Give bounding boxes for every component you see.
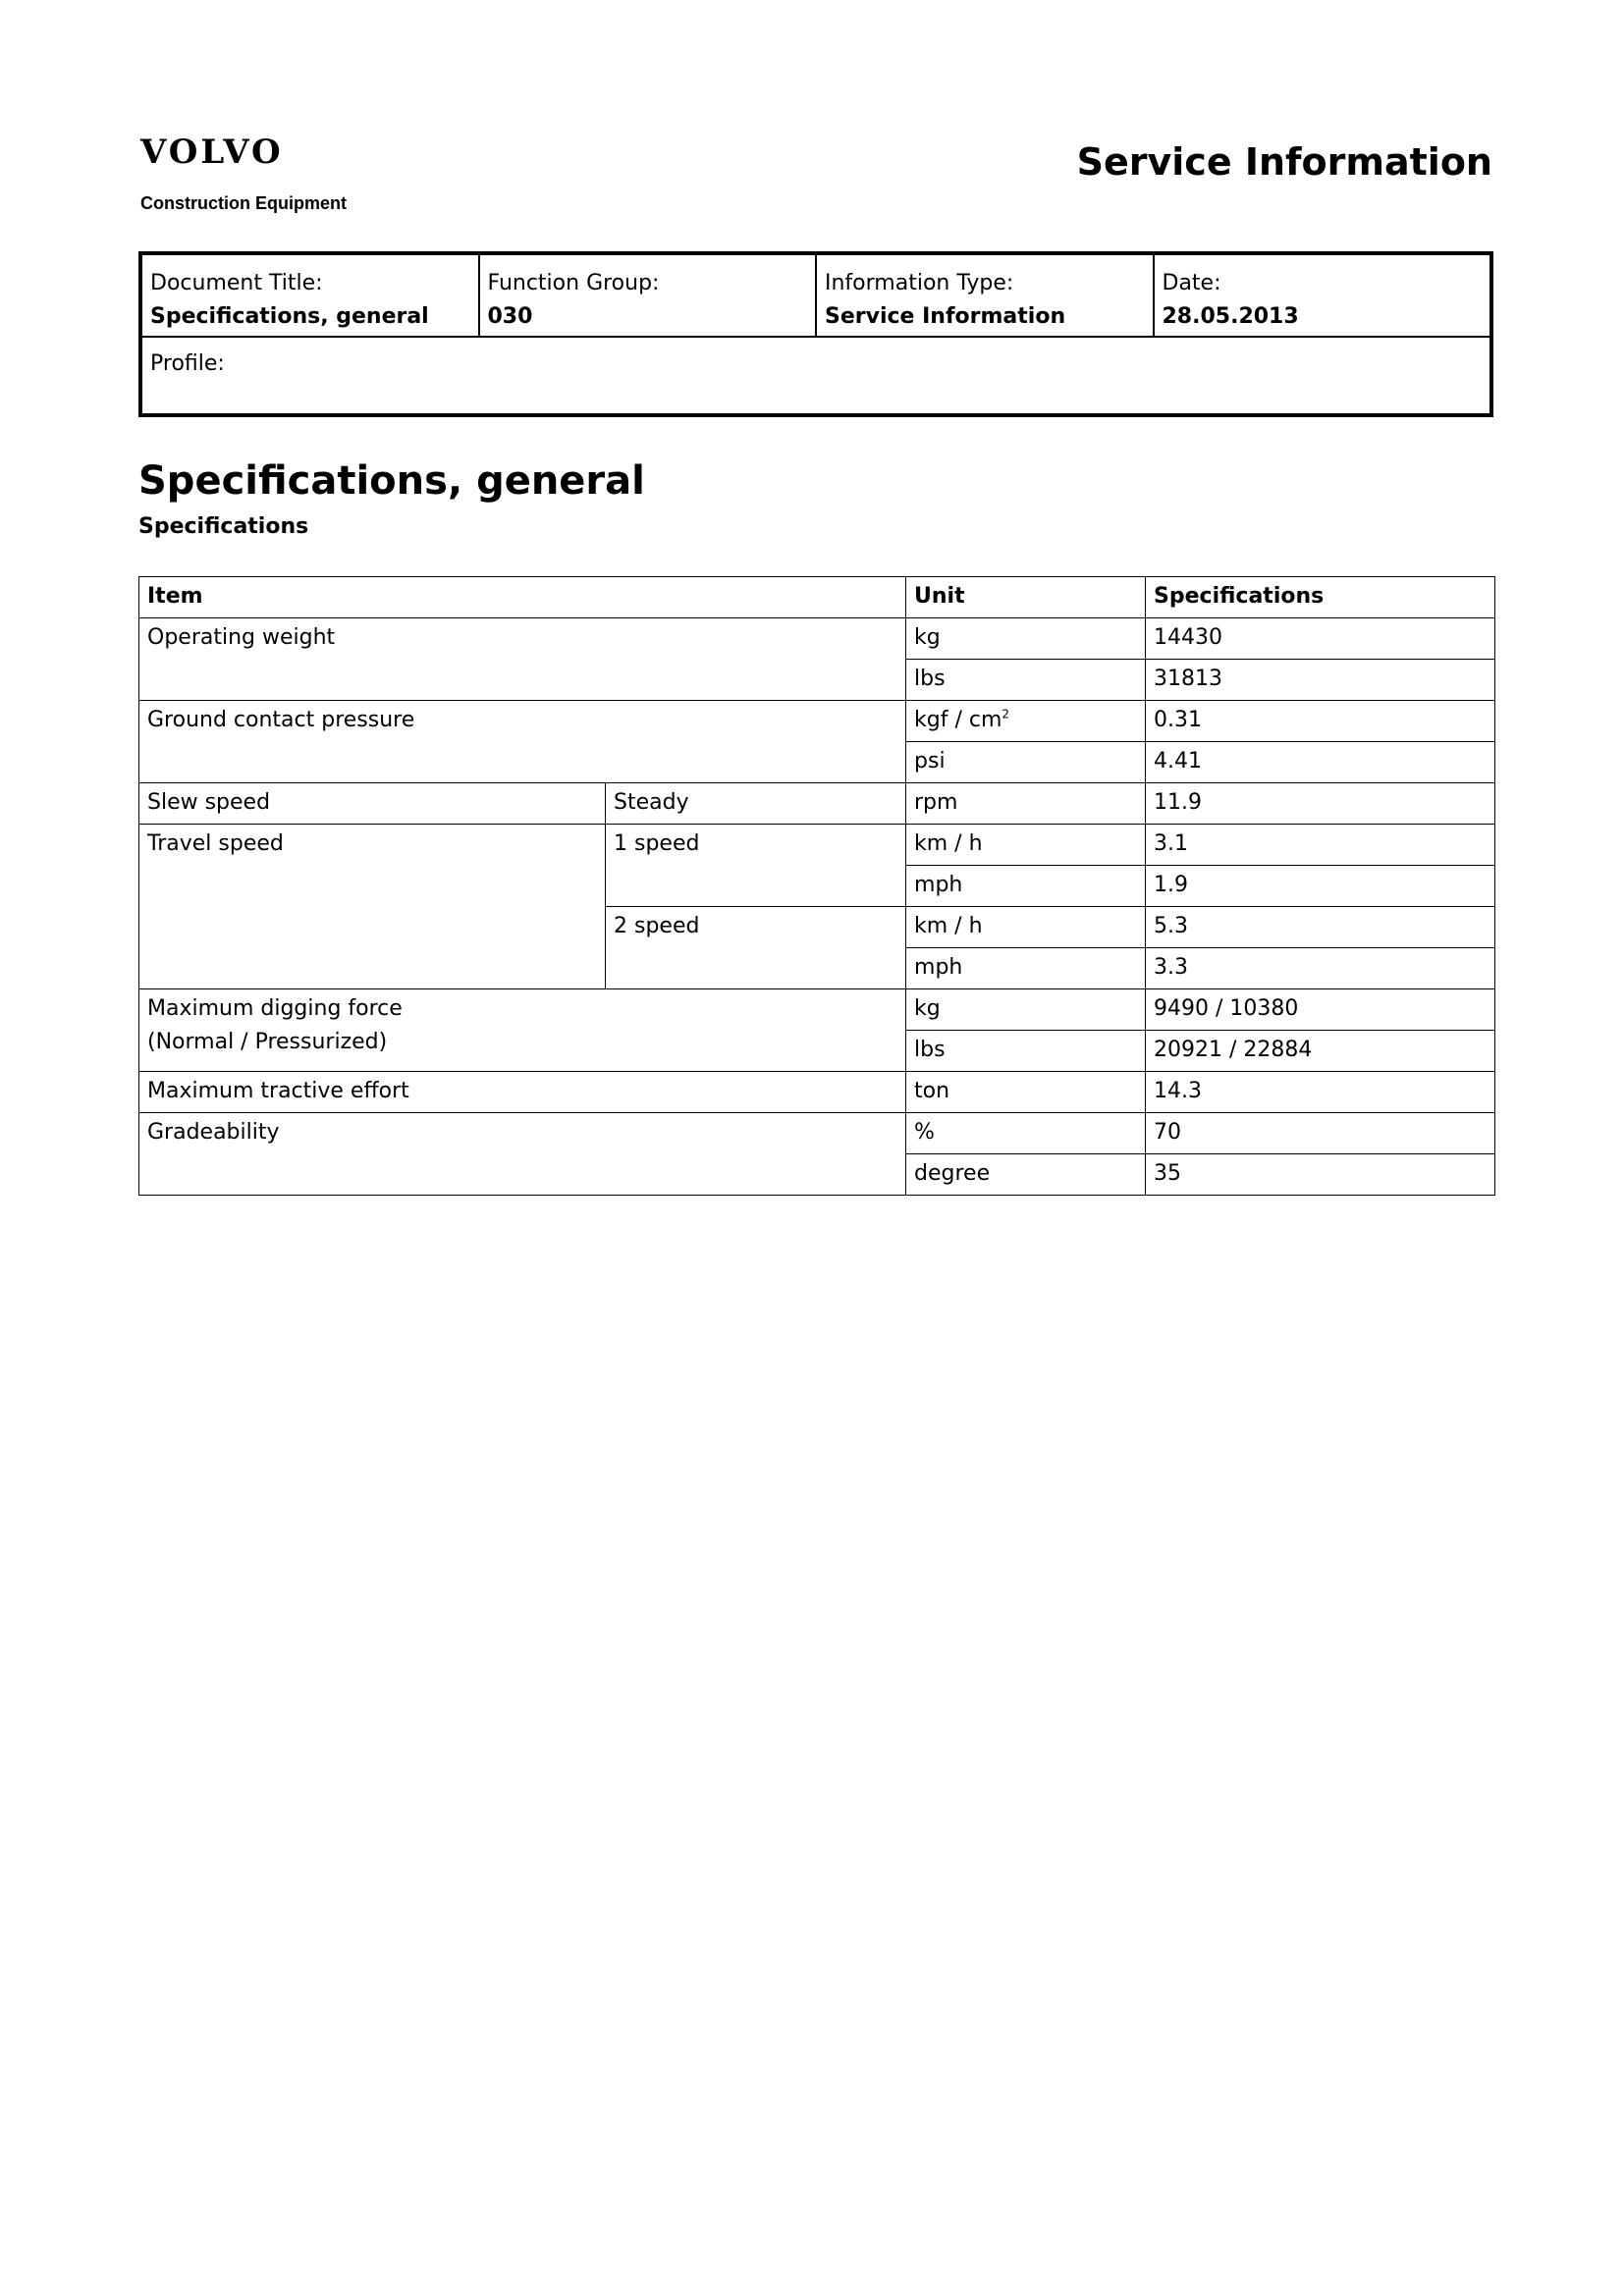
- document-title-cell: [142, 255, 480, 336]
- document-meta-row: [142, 255, 1489, 338]
- document-info-box: [138, 251, 1493, 417]
- value-cell: 4.41: [1146, 742, 1495, 783]
- value-cell: 0.31: [1146, 701, 1495, 742]
- value-cell: 70: [1146, 1113, 1495, 1154]
- header-unit: Unit: [906, 577, 1146, 618]
- unit-cell: kg: [906, 989, 1146, 1031]
- value-cell: 20921 / 22884: [1146, 1031, 1495, 1072]
- date-label: Date:: [1162, 271, 1221, 295]
- profile-label: Profile:: [150, 351, 225, 376]
- value-cell: 31813: [1146, 660, 1495, 701]
- table-row: [139, 701, 1495, 742]
- unit-cell: kg: [906, 618, 1146, 660]
- slew-speed-label: Slew speed: [139, 783, 606, 825]
- unit-cell: mph: [906, 866, 1146, 907]
- unit-cell: %: [906, 1113, 1146, 1154]
- unit-cell: rpm: [906, 783, 1146, 825]
- unit-cell: ton: [906, 1072, 1146, 1113]
- header-item: Item: [139, 577, 906, 618]
- value-cell: 11.9: [1146, 783, 1495, 825]
- digging-force-label: [139, 989, 906, 1072]
- digging-force-label-line1: Maximum digging force: [147, 996, 403, 1021]
- travel-speed-1-label: 1 speed: [606, 825, 906, 907]
- travel-speed-2-label: 2 speed: [606, 907, 906, 989]
- digging-force-label-line2: (Normal / Pressurized): [147, 1030, 388, 1054]
- value-cell: 3.1: [1146, 825, 1495, 866]
- unit-text: kgf / cm: [914, 708, 1002, 732]
- ground-pressure-label: Ground contact pressure: [139, 701, 906, 783]
- value-cell: 14.3: [1146, 1072, 1495, 1113]
- value-cell: 1.9: [1146, 866, 1495, 907]
- unit-cell: km / h: [906, 907, 1146, 948]
- profile-row: [142, 338, 1489, 391]
- sub-heading: Specifications: [138, 514, 309, 539]
- brand-logo: VOLVO: [140, 133, 284, 172]
- page-header-title: Service Information: [1076, 140, 1492, 184]
- function-group-label: Function Group:: [487, 271, 660, 295]
- brand-subtitle: Construction Equipment: [140, 193, 347, 213]
- header-specifications: Specifications: [1146, 577, 1495, 618]
- table-row: [139, 1113, 1495, 1154]
- function-group-value: 030: [487, 304, 533, 329]
- value-cell: 9490 / 10380: [1146, 989, 1495, 1031]
- document-title-label: Document Title:: [150, 271, 323, 295]
- table-row: [139, 783, 1495, 825]
- operating-weight-label: Operating weight: [139, 618, 906, 701]
- unit-cell: psi: [906, 742, 1146, 783]
- value-cell: 3.3: [1146, 948, 1495, 989]
- slew-speed-sub: Steady: [606, 783, 906, 825]
- date-cell: [1155, 255, 1490, 336]
- value-cell: 35: [1146, 1154, 1495, 1196]
- unit-cell: lbs: [906, 660, 1146, 701]
- travel-speed-label: Travel speed: [139, 825, 606, 989]
- information-type-cell: [817, 255, 1155, 336]
- tractive-effort-label: Maximum tractive effort: [139, 1072, 906, 1113]
- function-group-cell: [480, 255, 818, 336]
- main-heading: Specifications, general: [138, 458, 645, 504]
- unit-cell: km / h: [906, 825, 1146, 866]
- document-title-value: Specifications, general: [150, 304, 429, 329]
- date-value: 28.05.2013: [1162, 304, 1299, 329]
- unit-cell: mph: [906, 948, 1146, 989]
- table-row: [139, 618, 1495, 660]
- information-type-label: Information Type:: [825, 271, 1014, 295]
- gradeability-label: Gradeability: [139, 1113, 906, 1196]
- unit-cell: [906, 701, 1146, 742]
- value-cell: 14430: [1146, 618, 1495, 660]
- unit-cell: lbs: [906, 1031, 1146, 1072]
- table-row: [139, 825, 1495, 866]
- unit-superscript: 2: [1001, 707, 1010, 721]
- specifications-table: [138, 576, 1495, 1196]
- table-row: [139, 1072, 1495, 1113]
- table-header-row: [139, 577, 1495, 618]
- value-cell: 5.3: [1146, 907, 1495, 948]
- unit-cell: degree: [906, 1154, 1146, 1196]
- information-type-value: Service Information: [825, 304, 1066, 329]
- table-row: [139, 989, 1495, 1031]
